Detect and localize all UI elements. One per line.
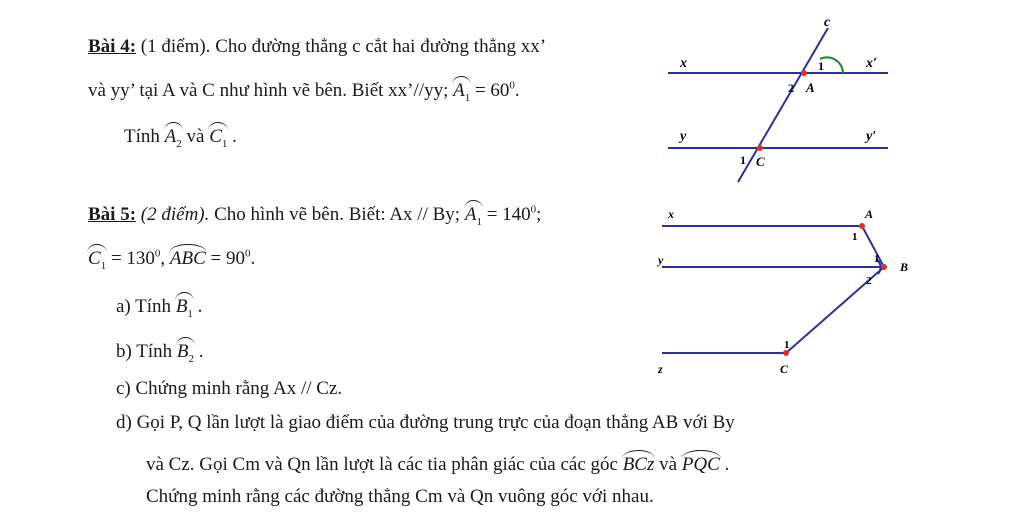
bai5-angle-a1: [465, 200, 482, 229]
bai4-angle-c1-sub: 1: [221, 137, 228, 150]
bai5-d-line3: Chứng minh rằng các đường thẳng Cm và Qn vuông góc với nhau.: [146, 486, 654, 507]
bai5-angle-abc: [170, 244, 206, 271]
figure-bai4: [660, 10, 900, 190]
bai4-line1: [88, 36, 546, 59]
fig2-label-2b: 2: [866, 275, 872, 287]
segment-ab: [862, 226, 884, 267]
bai5-deg1: 0: [530, 203, 537, 216]
bai5-part-c: [116, 378, 342, 401]
bai4-angle-a1-letter: A: [453, 80, 465, 101]
bai4-points: (1 điểm).: [140, 36, 211, 57]
bai4-angle-a2: [165, 122, 182, 151]
bai5-part-d3: [146, 486, 654, 509]
fig1-label-c: c: [824, 15, 831, 30]
bai5-text2b: = 90: [210, 248, 246, 269]
bai5-d-line2a: và Cz. Gọi Cm và Qn lần lượt là các tia phân giác của các góc: [146, 454, 618, 475]
bai5-d-va: và: [659, 454, 678, 475]
fig2-label-a: A: [865, 207, 874, 221]
line-c: [738, 28, 828, 182]
bai5-angle-bcz-letters: BCz: [622, 454, 655, 475]
fig2-label-x: x: [668, 207, 674, 221]
bai5-part-d2: và Cz. Gọi Cm và Qn lần lượt là các tia phân giác của các góc BCz và PQC .: [146, 450, 729, 477]
bai5-title: Bài 5:: [88, 204, 137, 225]
bai5-angle-b2-letter: B: [176, 341, 189, 362]
bai5-d-line1: d) Gọi P, Q lần lượt là giao điểm của đường trung trực của đoạn thẳng AB với By: [116, 412, 735, 433]
bai4-angle-c1: [209, 122, 227, 151]
fig2-label-b: B: [900, 260, 909, 274]
bai5-angle-b1-sub: 1: [187, 307, 193, 320]
bai5-angle-pqc: [682, 450, 720, 477]
bai5-part-b: b) Tính $B_2$ .: [116, 337, 203, 366]
bai4-angle-c1-letter: C: [209, 126, 222, 147]
bai5-period: .: [250, 248, 256, 269]
fig2-label-1b: 1: [874, 253, 880, 265]
bai5-angle-c1-letter: C: [88, 248, 101, 269]
bai5-angle-pqc-letters: PQC: [681, 454, 720, 475]
bai5-comma: ,: [160, 248, 166, 269]
bai5-angle-bcz: [623, 450, 655, 477]
bai4-line2: [88, 76, 520, 105]
bai5-line2: [88, 244, 255, 273]
fig1-label-x: x: [680, 56, 687, 71]
fig2-label-c: C: [780, 362, 789, 376]
fig1-label-y2: y′: [866, 129, 877, 144]
fig1-label-y: y: [680, 129, 687, 144]
bai5-angle-a1-sub: 1: [476, 215, 482, 228]
bai5-line1: [88, 200, 541, 229]
fig1-label-a: A: [806, 80, 815, 95]
bai4-angle-a2-sub: 2: [176, 137, 182, 150]
point-a2: [859, 223, 865, 229]
point-b: [881, 264, 887, 270]
point-c: [757, 145, 763, 151]
fig1-label-2a: 2: [788, 81, 794, 95]
bai5-a-label: a) Tính: [116, 296, 172, 317]
fig2-label-y: y: [658, 253, 664, 267]
fig2-label-z: z: [658, 362, 663, 376]
bai4-angle-a2-letter: A: [164, 126, 177, 147]
bai5-angle-c1-sub: 1: [100, 259, 107, 272]
bai5-text1a: Cho hình vẽ bên. Biết: Ax // By;: [214, 204, 461, 225]
bai5-text1b: = 140: [486, 204, 531, 225]
bai4-text3end: .: [232, 126, 237, 147]
bai5-angle-c1: [88, 244, 106, 273]
bai4-angle-a1-sub: 1: [464, 91, 471, 104]
bai4-text1: Cho đường thẳng c cắt hai đường thẳng xx’: [215, 36, 547, 57]
bai5-angle-b1-letter: B: [175, 296, 188, 317]
bai5-points: (2 điểm).: [140, 204, 210, 225]
bai5-deg2: 0: [154, 247, 161, 260]
fig1-label-1c: 1: [740, 153, 746, 167]
bai5-angle-b2: [177, 337, 194, 366]
bai5-angle-b1: [176, 292, 193, 321]
bai5-b-label: b) Tính: [116, 341, 173, 362]
point-a: [801, 70, 807, 76]
bai5-angle-abc-letters: ABC: [169, 248, 206, 269]
bai5-part-a: a) Tính $B_1$ .: [116, 292, 202, 321]
fig1-label-1a: 1: [818, 59, 824, 73]
fig2-label-1a: 1: [852, 231, 858, 243]
bai4-text3a: Tính: [124, 126, 160, 147]
fig2-label-1c: 1: [784, 339, 790, 351]
fig1-label-x2: x′: [866, 56, 877, 71]
bai5-deg3: 0: [245, 247, 251, 260]
bai4-va: và: [186, 126, 205, 147]
bai5-semi: ;: [536, 204, 542, 225]
bai4-period: .: [514, 80, 520, 101]
bai5-c-text: c) Chứng minh rằng Ax // Cz.: [116, 378, 343, 399]
bai5-part-d1: [116, 412, 735, 435]
fig1-label-c-point: C: [756, 154, 765, 169]
bai4-line3: [124, 122, 237, 151]
bai5-angle-a1-letter: A: [464, 204, 477, 225]
figure-bai5: [650, 200, 930, 380]
bai4-text2a: và yy’ tại A và C như hình vẽ bên. Biết xx’//yy;: [88, 80, 449, 101]
bai5-angle-b2-sub: 2: [188, 352, 194, 365]
bai5-text2a: = 130: [110, 248, 155, 269]
bai4-text2b: = 60: [474, 80, 510, 101]
bai4-title: Bài 4:: [88, 36, 137, 57]
bai4-deg: 0: [509, 79, 515, 92]
bai4-angle-a1: [453, 76, 470, 105]
